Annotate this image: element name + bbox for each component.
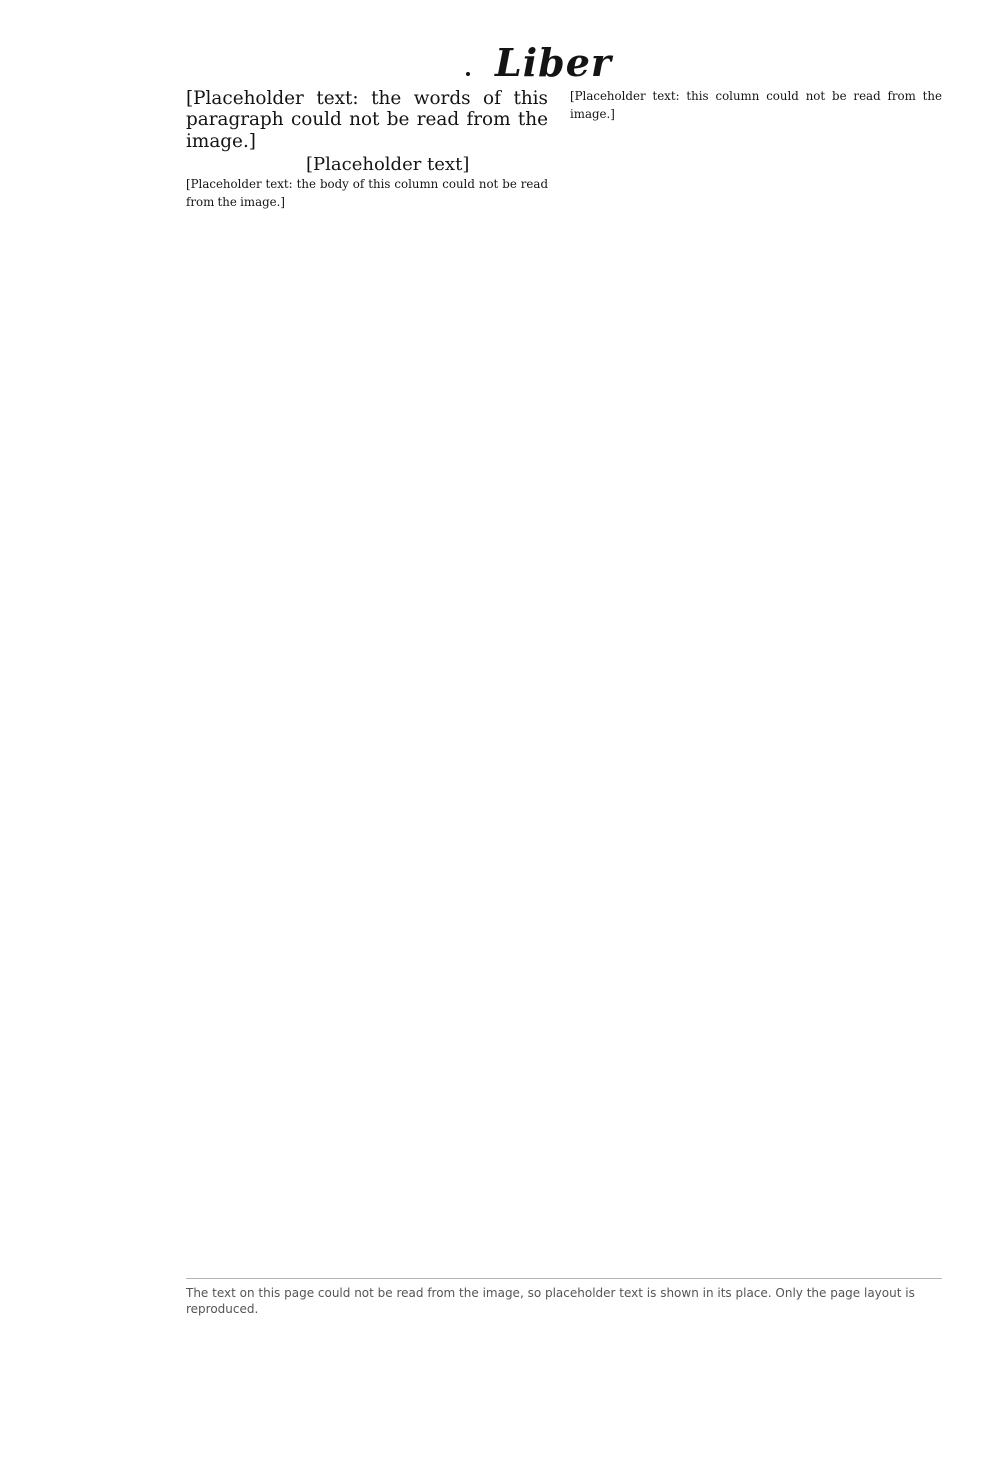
left-column-text: [Placeholder text: the body of this column could not be read from the image.] [186,177,548,210]
right-column-text: [Placeholder text: this column could not be read from the image.] [570,89,942,121]
reconstruction-notice: The text on this page could not be read from the image, so placeholder text is shown in its place. Only the page layout is reproduced. [186,1278,942,1317]
ornament-dot [466,72,470,76]
left-column [186,88,548,1260]
opening-paragraph: [Placeholder text: the words of this paragraph could not be read from the image.] [186,88,548,152]
running-head: Liber [495,40,612,85]
section-end-heading: [Placeholder text] [306,154,470,176]
right-column [570,88,942,1260]
